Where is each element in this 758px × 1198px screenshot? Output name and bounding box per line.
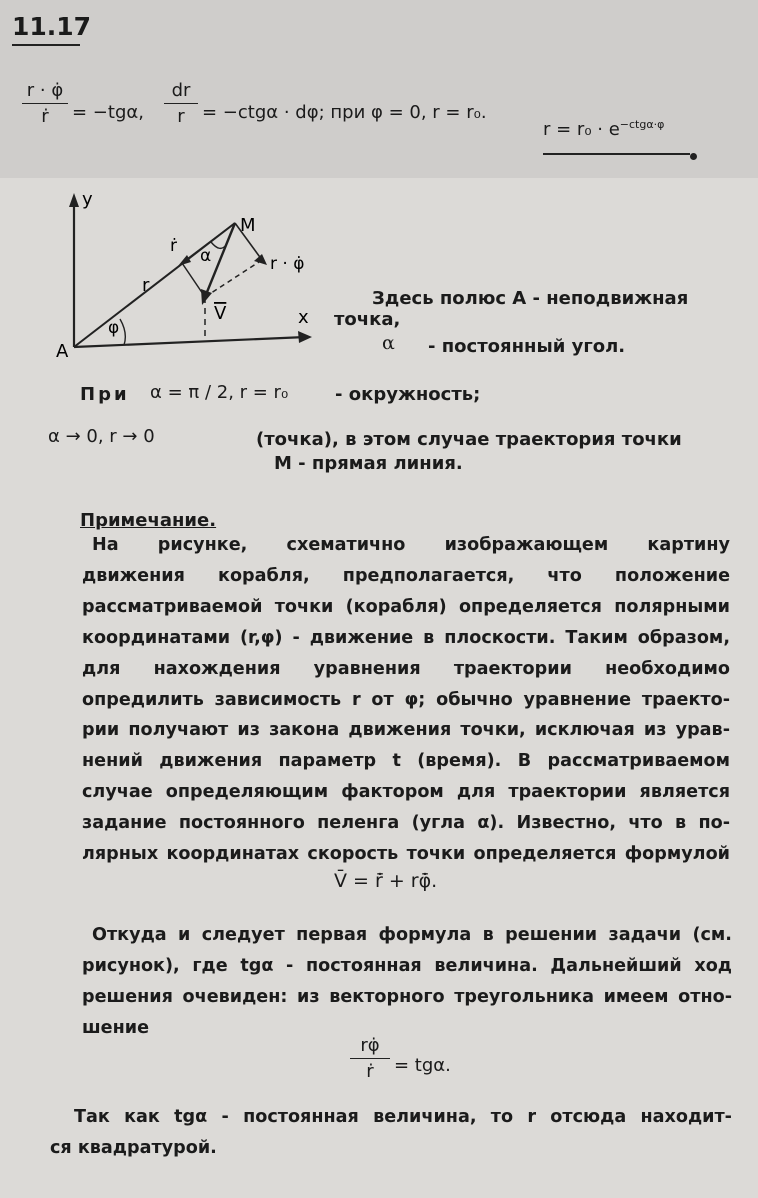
fraction-bar (350, 1058, 390, 1059)
fraction-3-numerator: rφ̇ (360, 1035, 380, 1056)
velocity-arrow (201, 289, 212, 305)
fraction-2-numerator: dr (171, 80, 191, 101)
fraction-1-numerator: r · φ̇ (26, 80, 64, 101)
y-axis-arrow (69, 193, 79, 207)
paragraph-line: рассматриваемой точки (корабля) определяется полярными (82, 596, 730, 617)
alpha-label: α (200, 246, 212, 266)
note-paragraph-2 (82, 920, 732, 1044)
case-2-text: (точка), в этом случае траектория точки (256, 429, 682, 450)
paragraph-line: случае определяющим фактором для траектории является (82, 782, 730, 803)
side-note-line-2: точка, (334, 309, 401, 330)
paragraph-line: Так как tgα - постоянная величина, то r отсюда находит- (74, 1107, 732, 1127)
r-dot-arrow (178, 255, 191, 266)
equation-2-rhs: = −ctgα · dφ; при φ = 0, r = r₀. (202, 102, 487, 123)
fraction-2-denominator: r (177, 106, 185, 127)
paragraph-line: рии получают из закона движения точки, исключая из урав- (82, 720, 730, 741)
fraction-1 (22, 80, 68, 127)
side-note-line-3: - постоянный угол. (428, 336, 626, 357)
paragraph-line: нений движения параметр t (время). В рассматриваемом (82, 751, 730, 772)
problem-number: 11.17 (12, 12, 92, 41)
velocity-label: V (214, 303, 227, 324)
radius-label: r (142, 275, 150, 296)
paragraph-line: движения корабля, предполагается, что положение (82, 565, 730, 586)
note-paragraph-1 (82, 530, 730, 870)
answer-base: r = r₀ · e (543, 119, 620, 140)
alpha-angle-arc (211, 242, 226, 248)
fraction-3 (350, 1035, 390, 1082)
answer-exponent: −ctgα·φ (619, 118, 665, 131)
fraction-1-denominator: ṙ (41, 106, 49, 127)
paragraph-line: рисунок), где tgα - постоянная величина. Дальнейший ход (82, 955, 732, 976)
fraction-bar (164, 103, 198, 104)
point-label: M (240, 215, 256, 236)
side-note-alpha: α (382, 332, 395, 354)
x-axis-arrow (298, 331, 312, 343)
pole-label: A (56, 341, 69, 360)
x-axis (74, 337, 306, 347)
velocity-formula: V̄ = r̄̇ + rφ̄̇. (334, 870, 438, 892)
phi-label: φ (108, 318, 120, 338)
case-2-text-continued: М - прямая линия. (274, 453, 463, 474)
r-phi-dot-label: r · φ̇ (270, 254, 305, 274)
r-dot-label: ṙ (170, 236, 177, 256)
fraction-bar (22, 103, 68, 104)
paragraph-line: лярных координатах скорость точки определяется формулой (82, 844, 730, 865)
x-axis-label: x (298, 307, 309, 328)
paragraph-line: На рисунке, схематично изображающем картину (92, 535, 730, 555)
paragraph-line: опредилить зависимость r от φ; обычно уравнение траекто- (82, 689, 730, 710)
problem-number-underline (12, 44, 80, 46)
solution-header-band (0, 0, 758, 178)
paragraph-line: координатами (r,φ) - движение в плоскости. Таким образом, (82, 627, 730, 648)
paragraph-line: решения очевиден: из векторного треугольника имеем отно- (82, 986, 732, 1007)
paragraph-line: для нахождения уравнения траектории необходимо (82, 658, 730, 679)
note-paragraph-3 (50, 1102, 732, 1164)
fraction-3-denominator: ṙ (366, 1061, 374, 1082)
answer-underline (543, 153, 690, 155)
paragraph-line: задание постоянного пеленга (угла α). Известно, что в по- (82, 813, 730, 834)
side-note-line-1: Здесь полюс А - неподвижная (372, 288, 689, 309)
note-heading: Примечание. (80, 510, 217, 531)
case-1-math: α = π / 2, r = r₀ (150, 382, 289, 403)
fraction-3-rhs: = tgα. (394, 1055, 451, 1076)
case-1-prefix: При (80, 384, 130, 405)
answer-formula (543, 118, 664, 140)
paragraph-line: шение (82, 1017, 150, 1038)
triangle-side (182, 263, 205, 297)
paragraph-line: ся квадратурой. (50, 1137, 217, 1158)
case-1-text: - окружность; (335, 384, 481, 405)
r-phi-dot-arrow (254, 254, 267, 265)
fraction-2 (164, 80, 198, 127)
phi-angle-arc (120, 319, 125, 345)
velocity-diagram (50, 185, 330, 360)
equation-1-rhs: = −tgα, (72, 102, 144, 123)
end-dot (690, 153, 697, 160)
y-axis-label: y (82, 189, 93, 210)
paragraph-line: Откуда и следует первая формула в решении задачи (см. (92, 925, 732, 945)
case-2-math: α → 0, r → 0 (48, 426, 155, 447)
